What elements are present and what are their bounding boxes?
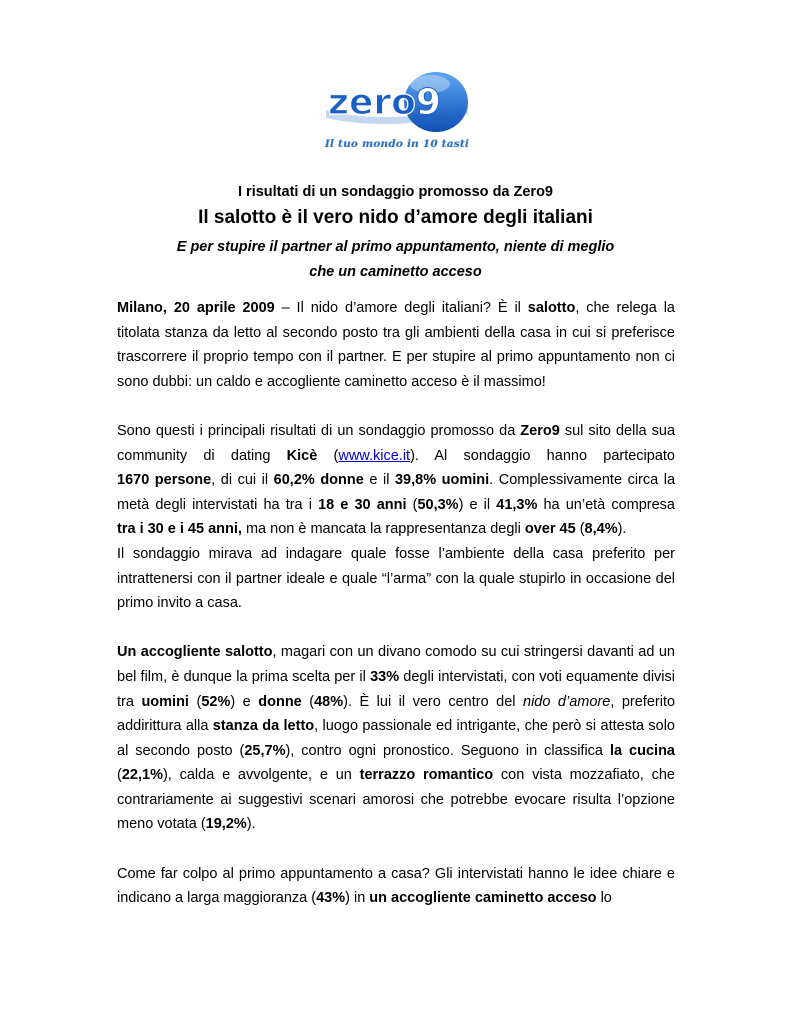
subtitle: I risultati di un sondaggio promosso da Zero9 — [238, 184, 553, 200]
text-run: ) e il — [458, 496, 497, 513]
bold-pct: 33% — [370, 668, 400, 685]
bold-donne: donne — [258, 693, 302, 710]
paragraph-5 — [117, 862, 675, 911]
zero9-logo — [318, 66, 478, 158]
paragraph-1 — [117, 296, 675, 394]
text-run: , di cui il — [211, 472, 274, 489]
text-run: ( — [188, 693, 202, 710]
bold-kice: Kicè — [286, 447, 318, 464]
text-run: , luogo passionale ed intrigante, che però si attesta solo al secondo posto ( — [117, 718, 675, 759]
text-run: Sono questi i principali risultati di un sondaggio promosso da — [117, 422, 521, 439]
bold-salotto: Un accogliente salotto — [117, 644, 273, 661]
text-run: ). Al sondaggio hanno partecipato — [410, 447, 675, 464]
bold-men: 39,8% uomini — [394, 472, 490, 489]
lead-line-1: E per stupire il partner al primo appuntamento, niente di meglio — [176, 239, 615, 255]
text-run: ha un’età compresa — [537, 496, 675, 513]
italic-nido-amore: nido d’amore — [523, 693, 611, 710]
paragraph-4 — [117, 640, 675, 837]
text-run: ( — [406, 496, 418, 513]
paragraph-2 — [117, 419, 675, 542]
text-run: degli intervistati, con voti equamente divisi tra — [117, 668, 675, 710]
text-run: e il — [363, 472, 395, 489]
text-run: ( — [317, 447, 339, 464]
bold-age-range-1: 18 e 30 anni — [318, 496, 407, 513]
bold-stanza-da-letto: stanza da letto — [212, 718, 315, 735]
text-run: Come far colpo al primo appuntamento a casa? Gli intervistati hanno le idee chiare e indicano a larga maggioranza ( — [117, 865, 675, 907]
dateline: Milano, 20 aprile 2009 — [117, 300, 275, 316]
page-title: Il salotto è il vero nido d’amore degli italiani — [198, 207, 593, 228]
bold-pct: 48% — [314, 693, 344, 710]
text-run: ). — [617, 521, 627, 538]
logo-wordmark: zero9 — [328, 82, 441, 123]
zero9-logo-graphic — [318, 66, 478, 136]
article-body — [117, 296, 675, 935]
text-run: – Il nido d’amore degli italiani? È il — [274, 300, 528, 316]
bold-caminetto: un accogliente caminetto acceso — [369, 890, 597, 907]
bold-salotto: salotto — [527, 300, 576, 316]
text-run: ma non è mancata la rappresentanza degli — [241, 521, 525, 538]
bold-pct: 8,4% — [584, 521, 618, 538]
bold-age-range-2: tra i 30 e i 45 — [117, 521, 205, 538]
bold-pct: 22,1% — [121, 767, 163, 784]
text-run: , preferito addirittura alla — [117, 693, 676, 735]
bold-pct: 50,3% — [417, 496, 459, 513]
text-run: ) e — [230, 693, 259, 710]
text-run: ), calda e avvolgente, e un — [162, 767, 360, 784]
text-run: . Complessivamente circa la metà degli intervistati ha tra i — [117, 472, 676, 513]
text-run: ). È lui il vero centro del — [343, 693, 523, 710]
text-run: ) in — [345, 890, 370, 907]
text-run: lo — [596, 890, 612, 907]
text-run: ). — [246, 816, 256, 833]
bold-over-45: over 45 — [524, 521, 576, 538]
text-run: con vista mozzafiato, che contrariamente ai suggestivi scenari amorosi che potrebbe evocare risulta l’opzione meno votata ( — [117, 767, 675, 833]
text-run: sul sito della sua community di dating — [117, 422, 676, 464]
bold-zero9: Zero9 — [520, 422, 560, 439]
bold-terrazzo: terrazzo romantico — [359, 767, 494, 784]
bold-pct: 52% — [201, 693, 231, 710]
bold-participants: 1670 persone — [117, 472, 212, 489]
bold-age-range-2-end: anni, — [208, 521, 242, 538]
kice-link[interactable]: www.kice.it — [338, 447, 411, 464]
text-run: ), contro ogni pronostico. Seguono in classifica — [285, 742, 610, 759]
text-run: ( — [117, 767, 122, 784]
bold-pct: 19,2% — [205, 816, 247, 833]
bold-pct: 41,3% — [496, 496, 538, 513]
bold-women: 60,2% donne — [273, 472, 364, 489]
bold-pct: 43% — [316, 890, 346, 907]
bold-pct: 25,7% — [244, 742, 286, 759]
text-run: , che relega la titolata stanza da letto al secondo posto tra gli ambienti della casa in cui si preferisce trascorrere il proprio tempo con il partner. E per stupire al primo appuntamento non ci sono dubbi: un caldo e accogliente caminetto acceso è il massimo! — [117, 300, 675, 390]
lead — [0, 235, 791, 285]
lead-line-2: che un caminetto acceso — [309, 264, 482, 280]
text-run: , magari con un divano comodo su cui stringersi davanti ad un bel film, è dunque la prima scelta per il — [117, 644, 675, 685]
text-run: ( — [575, 521, 585, 538]
document-header — [0, 183, 791, 285]
text-run: ( — [301, 693, 315, 710]
logo-tagline: Il tuo mondo in 10 tasti — [324, 138, 470, 150]
bold-cucina: la cucina — [609, 742, 675, 759]
paragraph-3: Il sondaggio mirava ad indagare quale fosse l’ambiente della casa preferito per intrattenersi con il partner ideale e quale “l’arma” con la quale stupirlo in occasione del primo invito a casa. — [117, 545, 675, 612]
bold-uomini: uomini — [141, 693, 189, 710]
